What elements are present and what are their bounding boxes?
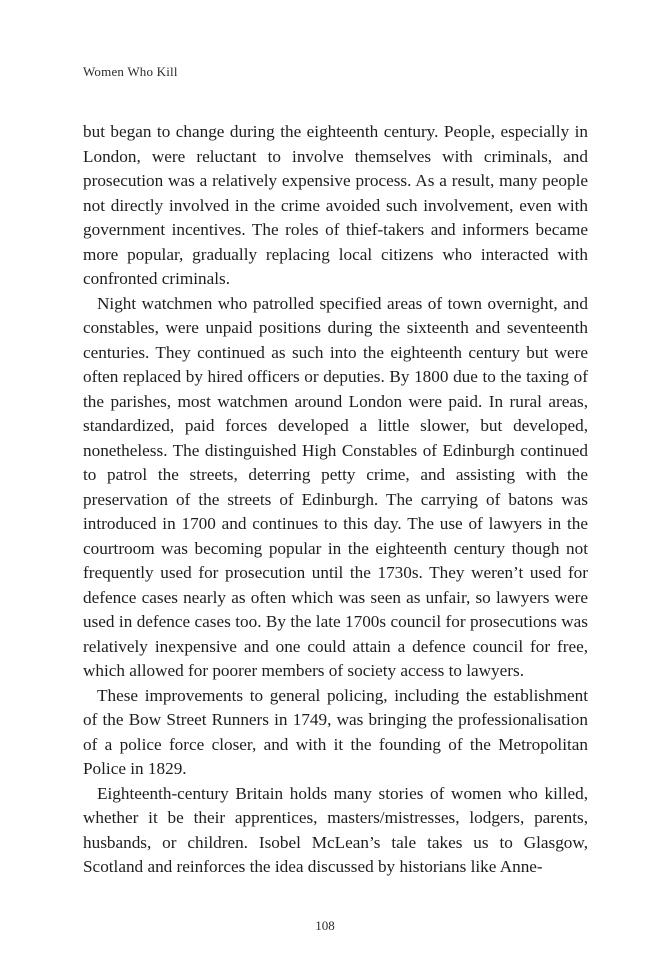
body-text xyxy=(83,120,588,880)
page-number: 108 xyxy=(315,918,335,933)
paragraph: These improvements to general policing, including the establishment of the Bow Street Runners in 1749, was bringing the professionalisation of a police force closer, and with it the founding of the Metropolitan Police in 1829. xyxy=(83,685,588,778)
paragraph: Eighteenth-century Britain holds many stories of women who killed, whether it be their apprentices, masters/mistresses, lodgers, parents, husbands, or children. Isobel McLean’s tale takes us to Glasgow, Scotland and reinforces the idea discussed by historians like Anne- xyxy=(83,783,588,876)
paragraph: but began to change during the eighteenth century. People, especially in London, were reluctant to involve themselves with criminals, and prosecution was a relatively expensive process. As a result, many people not directly involved in the crime avoided such involvement, even with government incentives. The roles of thief-takers and informers became more popular, gradually replacing local citizens who interacted with confronted criminals. xyxy=(83,122,588,288)
paragraph: Night watchmen who patrolled specified areas of town overnight, and constables, were unpaid positions during the sixteenth and seventeenth centuries. They continued as such into the eighteenth century but were often replaced by hired officers or deputies. By 1800 due to the taxing of the parishes, most watchmen around London were paid. In rural areas, standardized, paid forces developed a little slower, but developed, nonetheless. The distinguished High Constables of Edinburgh continued to patrol the streets, deterring petty crime, and assisting with the preservation of the streets of Edinburgh. The carrying of batons was introduced in 1700 and continues to this day. The use of lawyers in the courtroom was becoming popular in the eighteenth century though not frequently used for prosecution until the 1730s. They weren’t used for defence cases nearly as often which was seen as unfair, so lawyers were used in defence cases too. By the late 1700s council for prosecutions was relatively inexpensive and one could attain a defence council for free, which allowed for poorer members of society access to lawyers. xyxy=(83,293,588,680)
running-header: Women Who Kill xyxy=(83,64,178,79)
